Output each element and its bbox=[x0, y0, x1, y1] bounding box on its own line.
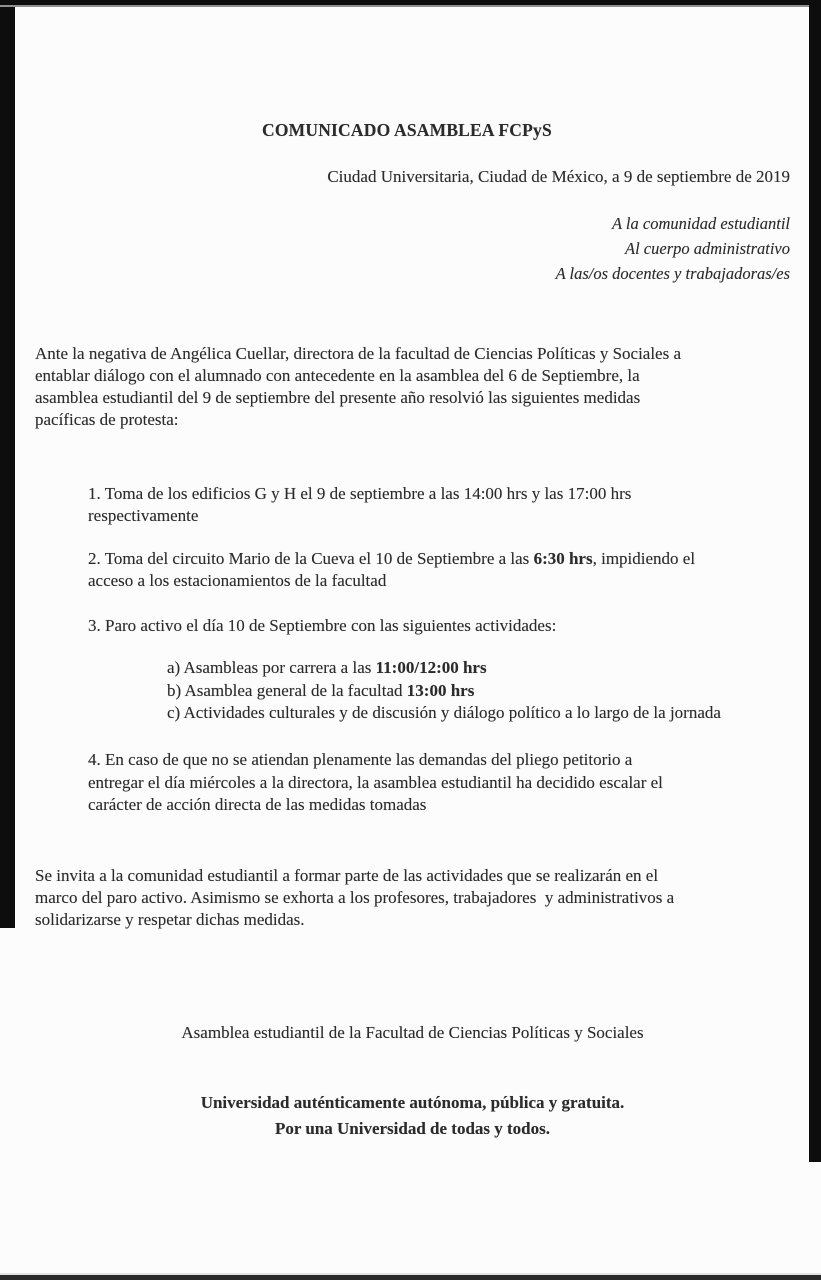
addressee-line: Al cuerpo administrativo bbox=[625, 239, 790, 258]
page-border-bottom bbox=[0, 1275, 821, 1280]
text-line: respectivamente bbox=[88, 506, 199, 525]
signature-line: Asamblea estudiantil de la Facultad de Ciencias Políticas y Sociales bbox=[181, 1023, 644, 1042]
measure-item-3 bbox=[88, 615, 556, 637]
activity-b bbox=[167, 680, 721, 703]
dateline: Ciudad Universitaria, Ciudad de México, a 9 de septiembre de 2019 bbox=[327, 167, 790, 186]
text-line: acceso a los estacionamientos de la facultad bbox=[88, 571, 387, 590]
activity-a bbox=[167, 657, 721, 680]
text-line: entablar diálogo con el alumnado con antecedente en la asamblea del 6 de Septiembre, la bbox=[35, 366, 640, 385]
measure-item-1 bbox=[88, 483, 631, 527]
text-segment: 2. Toma del circuito Mario de la Cueva el 10 de Septiembre a las bbox=[88, 549, 534, 568]
text-line: marco del paro activo. Asimismo se exhorta a los profesores, trabajadores y administrativos a bbox=[35, 888, 675, 907]
page-border-left bbox=[0, 7, 15, 928]
text-line bbox=[88, 548, 695, 570]
motto-block bbox=[35, 1090, 790, 1142]
page-border-right bbox=[809, 0, 821, 1162]
text-line: 3. Paro activo el día 10 de Septiembre con las siguientes actividades: bbox=[88, 616, 557, 635]
activities-list bbox=[167, 657, 721, 725]
text-line: Se invita a la comunidad estudiantil a formar parte de las actividades que se realizarán en el bbox=[35, 866, 659, 885]
document-title: COMUNICADO ASAMBLEA FCPyS bbox=[262, 120, 552, 140]
text-segment: b) Asamblea general de la facultad bbox=[167, 680, 407, 700]
motto-line-2: Por una Universidad de todas y todos. bbox=[274, 1119, 551, 1138]
addressee-line: A las/os docentes y trabajadoras/es bbox=[555, 264, 790, 283]
text-segment: a) Asambleas por carrera a las bbox=[167, 658, 376, 677]
text-line: 4. En caso de que no se atiendan plenamente las demandas del pliego petitorio a bbox=[88, 750, 633, 769]
bold-time: 11:00/12:00 hrs bbox=[375, 658, 487, 677]
intro-paragraph bbox=[35, 343, 681, 431]
bold-time: 13:00 hrs bbox=[406, 680, 475, 700]
text-line: pacíficas de protesta: bbox=[35, 410, 179, 429]
closing-paragraph bbox=[35, 865, 674, 931]
measure-item-4 bbox=[88, 749, 663, 817]
measure-item-2 bbox=[88, 548, 695, 592]
text-line: carácter de acción directa de las medidas tomadas bbox=[88, 795, 427, 814]
bold-time: 6:30 hrs bbox=[533, 549, 593, 568]
addressee-block bbox=[556, 211, 790, 286]
text-line: 1. Toma de los edificios G y H el 9 de septiembre a las 14:00 hrs y las 17:00 hrs bbox=[88, 484, 632, 503]
motto-line-1: Universidad auténticamente autónoma, pública y gratuita. bbox=[200, 1093, 625, 1112]
text-line: asamblea estudiantil del 9 de septiembre del presente año resolvió las siguientes medidas bbox=[35, 388, 641, 407]
activity-c: c) Actividades culturales y de discusión y diálogo político a lo largo de la jornada bbox=[167, 703, 721, 723]
text-line: solidarizarse y respetar dichas medidas. bbox=[35, 910, 305, 929]
text-line: entregar el día miércoles a la directora, la asamblea estudiantil ha decidido escalar el bbox=[88, 772, 663, 792]
text-line: Ante la negativa de Angélica Cuellar, directora de la facultad de Ciencias Políticas y Sociales a bbox=[35, 344, 682, 363]
page-border-top-shadow bbox=[0, 5, 821, 7]
text-segment: , impidiendo el bbox=[592, 549, 696, 568]
addressee-line: A la comunidad estudiantil bbox=[612, 214, 790, 233]
